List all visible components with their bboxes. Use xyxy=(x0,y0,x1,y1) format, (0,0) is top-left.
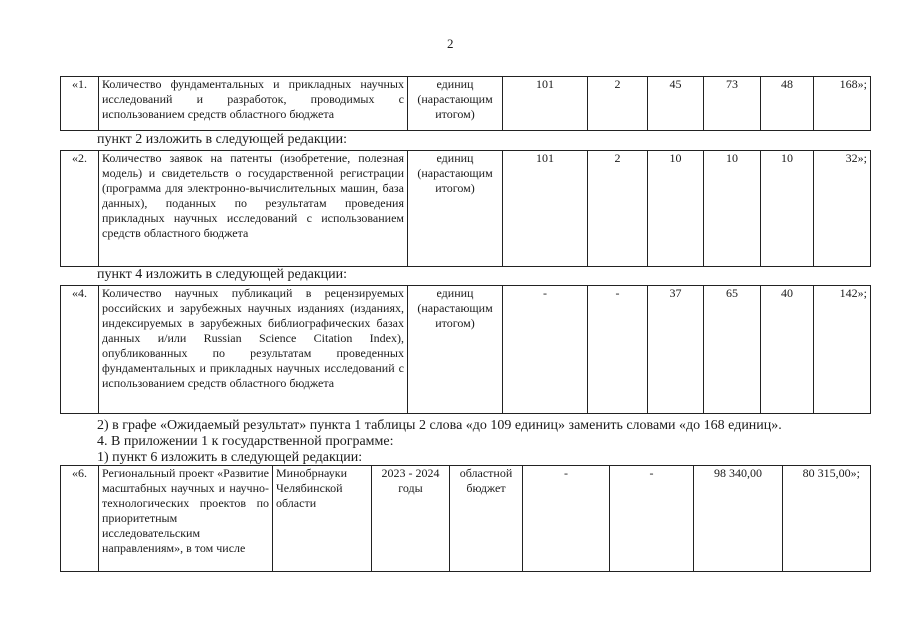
value-cell: 73 xyxy=(704,77,761,131)
value-cell: 65 xyxy=(704,286,761,414)
indicator-description: Количество заявок на патенты (изобретение, полезная модель) и свидетельств о государственной регистрации (программа для электронно-вычислительных машин, база данных), поданных по результатам проведения прикладных научных исследований с использованием средств областного бюджета xyxy=(99,151,408,267)
indicator-unit: единиц (нарастающим итогом) xyxy=(408,286,503,414)
table-row xyxy=(61,77,871,131)
funding-source: областной бюджет xyxy=(450,466,523,572)
value-cell: 2 xyxy=(588,151,648,267)
amendment-text: 2) в графе «Ожидаемый результат» пункта 1 таблицы 2 слова «до 109 единиц» заменить словами «до 168 единиц». xyxy=(97,418,782,433)
indicator-description: Количество фундаментальных и прикладных научных исследований и разработок, проводимых с использованием средств областного бюджета xyxy=(99,77,408,131)
indicator-description: Количество научных публикаций в рецензируемых российских и зарубежных научных изданиях (изданиях, индексируемых в зарубежных библиографических базах данных и/или Russian Science Citation Index), опубликованных по результатам проведенных фундаментальных и прикладных научных исследований с использованием средств областного бюджета xyxy=(99,286,408,414)
table-row xyxy=(61,151,871,267)
row-index: «6. xyxy=(61,466,99,572)
indicator-unit: единиц (нарастающим итогом) xyxy=(408,151,503,267)
row-index: «1. xyxy=(61,77,99,131)
indicator-table-3 xyxy=(60,285,871,414)
value-cell: 37 xyxy=(648,286,704,414)
value-cell: - xyxy=(523,466,610,572)
value-cell: 98 340,00 xyxy=(694,466,783,572)
instruction-text: пункт 4 изложить в следующей редакции: xyxy=(97,267,347,282)
project-name: Региональный проект «Развитие масштабных научных и научно-технологических проектов по приоритетным исследовательским направлениям», в том числе xyxy=(99,466,273,572)
value-cell: 45 xyxy=(648,77,704,131)
value-cell: 10 xyxy=(761,151,814,267)
row-index: «4. xyxy=(61,286,99,414)
indicator-table-1 xyxy=(60,76,871,131)
value-cell: 80 315,00»; xyxy=(783,466,871,572)
value-cell: 40 xyxy=(761,286,814,414)
page-number: 2 xyxy=(447,36,454,51)
value-cell: 32»; xyxy=(814,151,871,267)
section-heading: 4. В приложении 1 к государственной программе: xyxy=(97,434,394,449)
value-cell: 10 xyxy=(648,151,704,267)
value-cell: 168»; xyxy=(814,77,871,131)
implementation-period: 2023 - 2024 годы xyxy=(372,466,450,572)
value-cell: - xyxy=(610,466,694,572)
table-row xyxy=(61,286,871,414)
instruction-text: 1) пункт 6 изложить в следующей редакции: xyxy=(97,450,363,465)
instruction-text: пункт 2 изложить в следующей редакции: xyxy=(97,132,347,147)
value-cell: - xyxy=(588,286,648,414)
value-cell: 10 xyxy=(704,151,761,267)
indicator-unit: единиц (нарастающим итогом) xyxy=(408,77,503,131)
indicator-table-2 xyxy=(60,150,871,267)
table-row xyxy=(61,466,871,572)
program-table xyxy=(60,465,871,572)
value-cell: 142»; xyxy=(814,286,871,414)
value-cell: 2 xyxy=(588,77,648,131)
row-index: «2. xyxy=(61,151,99,267)
value-cell: 101 xyxy=(503,77,588,131)
responsible-executor: Минобрнауки Челябинской области xyxy=(273,466,372,572)
value-cell: 48 xyxy=(761,77,814,131)
value-cell: - xyxy=(503,286,588,414)
value-cell: 101 xyxy=(503,151,588,267)
